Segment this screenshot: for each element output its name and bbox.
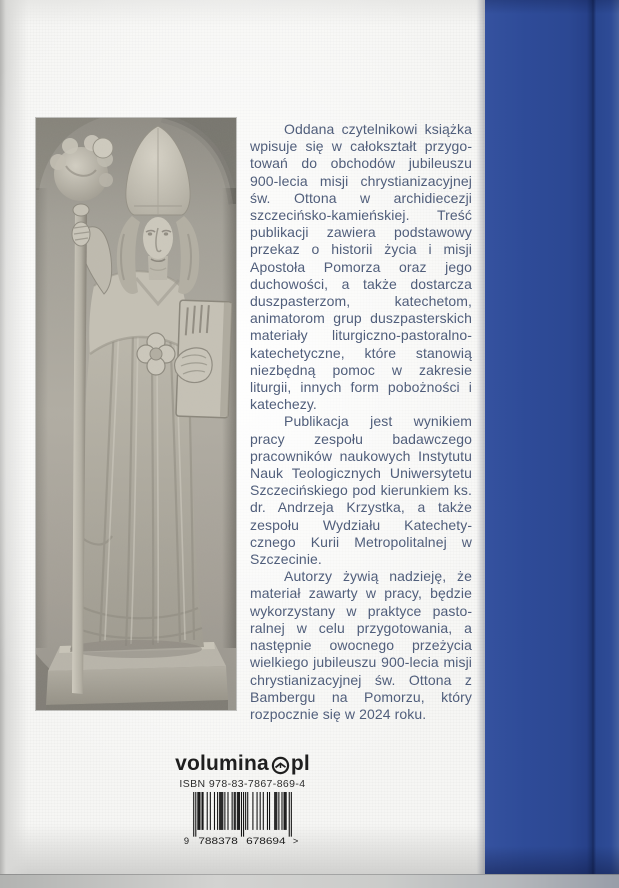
table-surface (0, 874, 619, 888)
book-spine (485, 0, 619, 888)
publisher-logo-text-right: pl (290, 752, 310, 775)
open-book-in-circle-icon (269, 754, 291, 775)
blurb-paragraph-1: Oddana czytelnikowi książka wpisuje się w całokształt przygotowań do obchodów jubileuszu 900-lecia misji chrystianizacyjnej św. Ottona w archidiecezji szczecińsko-kamieńskiej. Treść publikacji zawiera podstawowy przekaz o historii życia i misji Apostoła Pomorza oraz jego duchowości, a także dostarcza duszpasterzom, katechetom, animatorom grup duszpasterskich materiały liturgiczno-pastoralno-katechetyczne, które stanowią niezbędną pomoc w zakresie liturgii, innych form pobożności i katechezy. (250, 121, 472, 413)
barcode-svg (183, 792, 302, 846)
publisher-logo-text-left: volumina (175, 752, 269, 775)
svg-text:678694: 678694 (246, 835, 286, 846)
svg-text:>: > (292, 835, 299, 846)
isbn-label: ISBN 978-83-7867-869-4 (179, 778, 306, 790)
publisher-logo (175, 753, 310, 775)
svg-text:9: 9 (183, 835, 190, 846)
bishop-statue-photo (36, 118, 236, 710)
blurb-text (250, 121, 472, 723)
svg-text:788378: 788378 (198, 835, 238, 846)
ean13-barcode (183, 792, 302, 851)
blurb-paragraph-3: Autorzy żywią nadzieję, że materiał zawarty w pracy, będzie wykorzystany w praktyce pastoralnej w celu przygotowania, a następnie owocnego przeżycia wielkiego jubileuszu 900-lecia misji chrystianizacyjnej św. Ottona z Bambergu na Pomorzu, który rozpocznie się w 2024 roku. (250, 568, 472, 722)
blurb-paragraph-2: Publikacja jest wynikiem pracy zespołu badawczego pracowników naukowych Instytutu Nauk Teologicznych Uniwersytetu Szczecińskiego pod kierunkiem ks. dr. Andrzeja Krzystka, a także zespołu Wydziału Katechetycznego Kurii Metropolitalnej w Szczecinie. (250, 413, 472, 568)
publisher-block (0, 753, 485, 851)
